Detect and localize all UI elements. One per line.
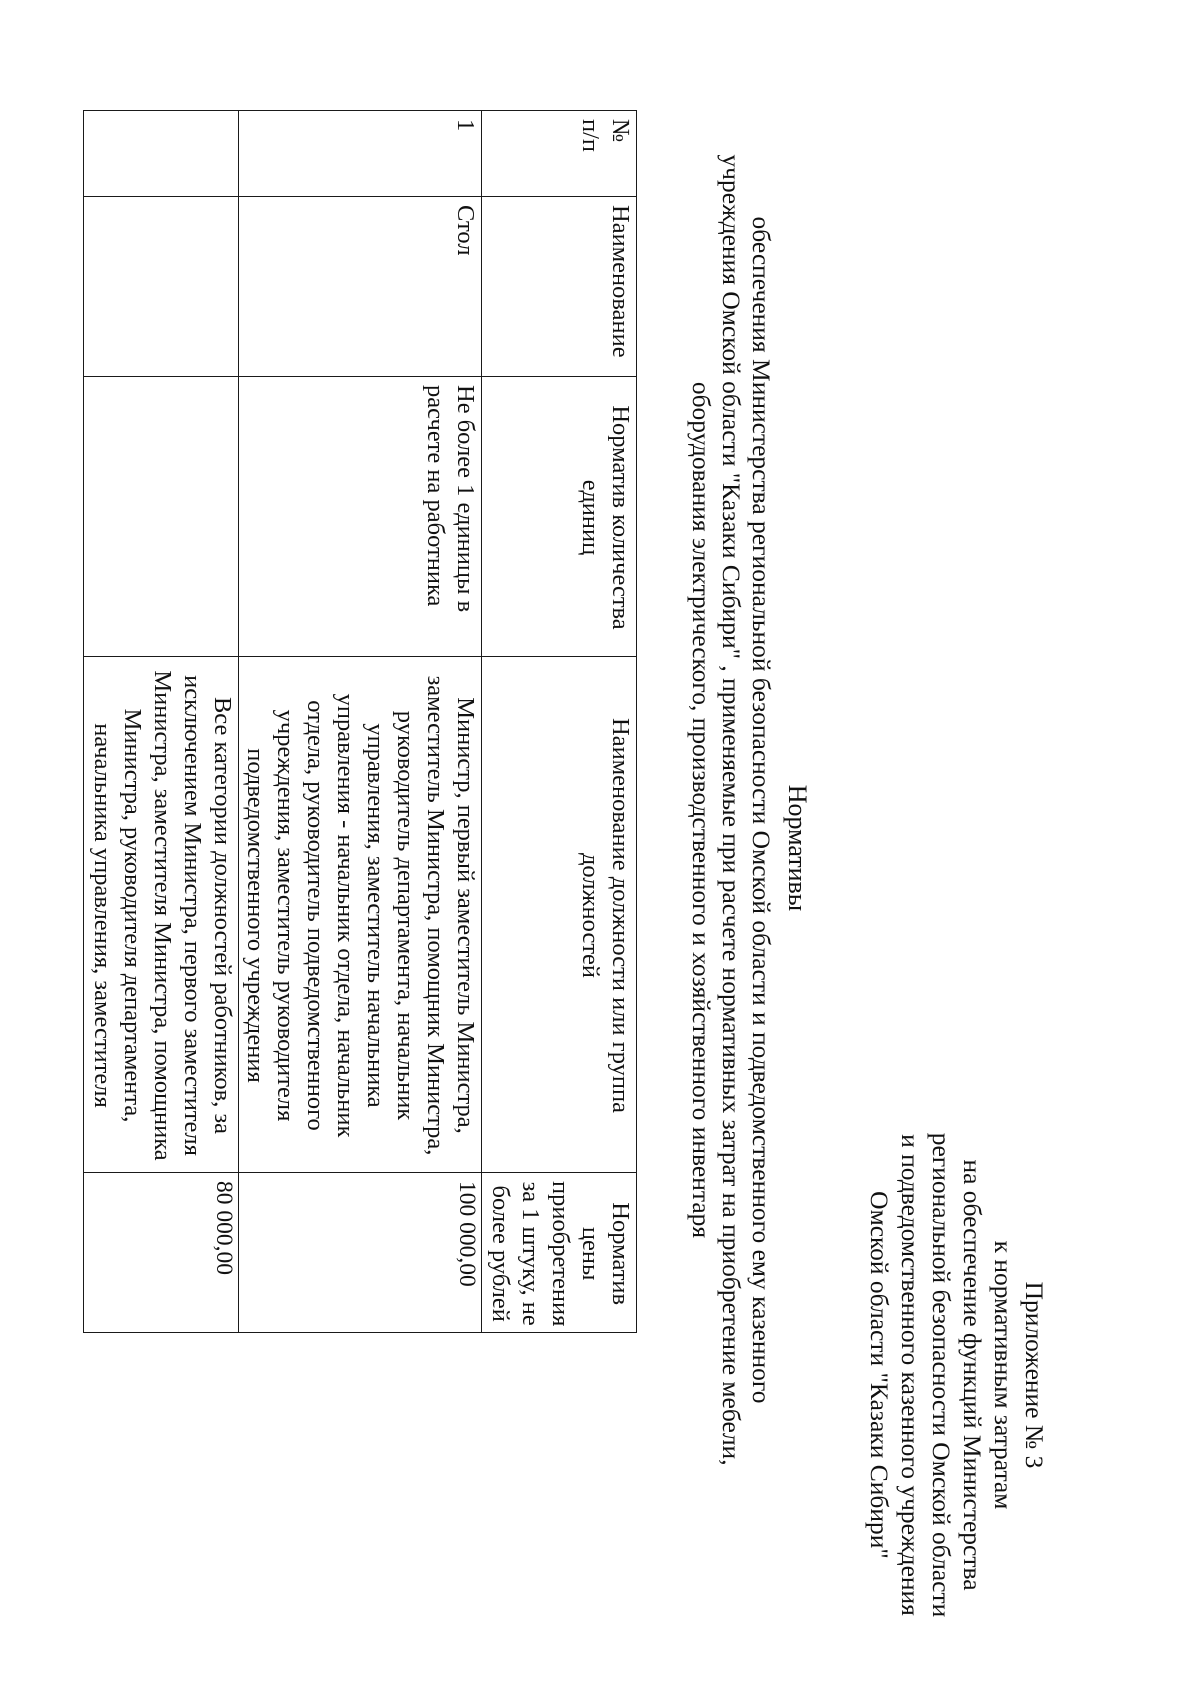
cell-name: Стол	[239, 197, 482, 377]
annex-line: и подведомственного казенного учреждения	[896, 1134, 925, 1616]
annex-line: на обеспечение функций Министерства	[958, 1159, 987, 1591]
table-header-row	[482, 111, 637, 1333]
annex-block	[864, 1075, 1050, 1675]
header-number	[482, 111, 637, 197]
subtitle-line: обеспечения Министерства региональной безопасности Омской области и подведомственного ему казенного	[747, 216, 776, 1404]
cell-positions: Министр, первый заместитель Министра, заместитель Министра, помощник Министра, руководитель департамента, начальник управления, заместитель начальника управления - начальник отдела, начальник отдела, руководитель подведомственного учреждения, заместитель руководителя подведомственного учреждения	[239, 657, 482, 1173]
cell-price: 100 000,00	[239, 1173, 482, 1333]
cell-name	[84, 197, 239, 377]
document-title: Нормативы	[783, 784, 812, 912]
header-quantity: Норматив количества единиц	[482, 377, 637, 657]
subtitle-line: учреждения Омской области "Казаки Сибири" , применяемые при расчете нормативных затрат на приобретение мебели,	[717, 154, 746, 1466]
header-positions: Наименование должности или группа должностей	[482, 657, 637, 1173]
norms-table	[83, 110, 637, 1333]
annex-line: региональной безопасности Омской области	[927, 1132, 956, 1618]
subtitle-line: оборудования электрического, производственного и хозяйственного инвентаря	[687, 381, 716, 1239]
cell-quantity	[84, 377, 239, 657]
annex-line: Приложение № 3	[1020, 1281, 1049, 1469]
document-subtitle	[686, 150, 776, 1470]
cell-quantity: Не более 1 единицы в расчете на работника	[239, 377, 482, 657]
cell-number	[84, 111, 239, 197]
header-price: Норматив цены приобретения за 1 штуку, не более рублей	[482, 1173, 637, 1333]
cell-price: 80 000,00	[84, 1173, 239, 1333]
cell-positions: Все категории должностей работников, за исключением Министра, первого заместителя Министра, заместителя Министра, помощника Министра, руководителя департамента, начальника управления, заместителя	[84, 657, 239, 1173]
header-name: Наименование	[482, 197, 637, 377]
annex-line: к нормативным затратам	[989, 1240, 1018, 1510]
table-row	[239, 111, 482, 1333]
annex-line: Омской области "Казаки Сибири"	[865, 1191, 894, 1559]
table-row	[84, 111, 239, 1333]
header-number-line: п/п	[577, 119, 604, 153]
header-number-line: №	[607, 119, 634, 143]
cell-number: 1	[239, 111, 482, 197]
